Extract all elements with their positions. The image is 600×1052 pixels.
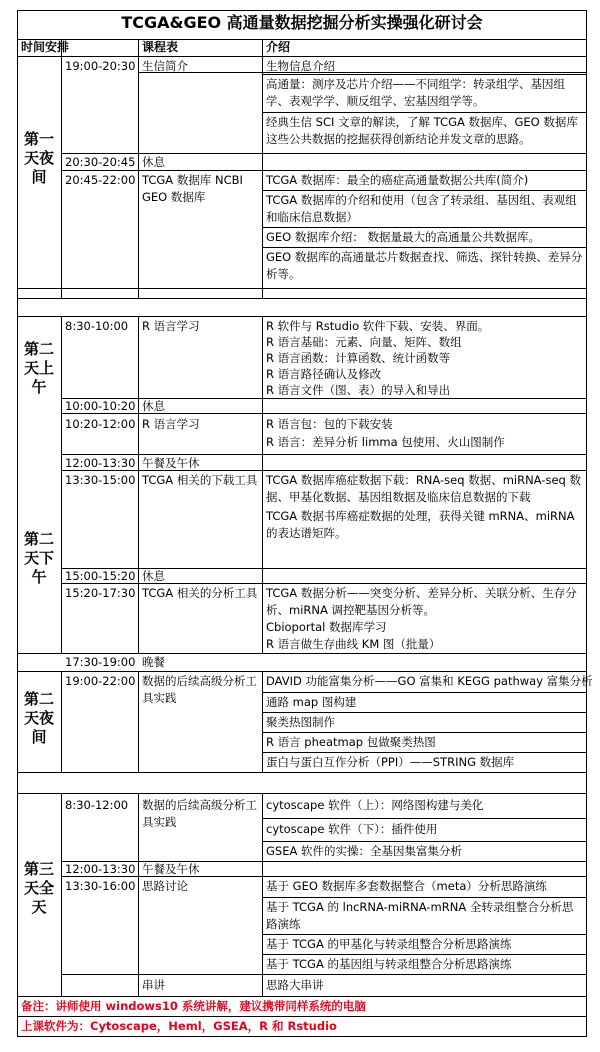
course-cell: TCGA 数据库 NCBI GEO 数据库 (142, 173, 243, 204)
intro-cell: 基于 GEO 数据库多套数据整合（meta）分析思路演练 (266, 879, 547, 893)
row-divider (262, 692, 587, 693)
intro-cell: 通路 map 图构建 (266, 695, 357, 709)
course-cell: 数据的后续高级分析工具实践 (142, 674, 257, 705)
time-cell: 12:00-13:30 (65, 862, 136, 876)
time-cell: 13:30-16:00 (65, 879, 136, 893)
row-divider (17, 316, 587, 317)
time-cell: 8:30-10:00 (65, 319, 129, 333)
row-divider (17, 772, 587, 773)
row-divider (61, 583, 587, 584)
course-cell: 休息 (142, 569, 165, 583)
row-divider (17, 298, 587, 299)
table-border (17, 1036, 587, 1037)
intro-cell: Cbioportal 数据库学习 (266, 620, 387, 634)
col-divider (262, 793, 263, 997)
row-divider (262, 897, 587, 898)
col-divider (138, 316, 139, 653)
time-cell: 13:30-15:00 (65, 473, 136, 487)
row-divider (61, 974, 587, 975)
row-divider (17, 56, 587, 57)
row-divider (138, 72, 587, 73)
row-divider (61, 170, 587, 171)
intro-cell: R 语言 pheatmap 包做聚类热图 (266, 735, 436, 749)
intro-cell: cytoscape 软件（上）：网络图构建与美化 (266, 798, 484, 812)
intro-cell: 聚类热图制作 (266, 715, 335, 729)
day-label: 第一天夜间 (23, 130, 54, 186)
col-divider (138, 39, 139, 298)
note-software: 上课软件为：Cytoscape，Heml，GSEA，R 和 Rstudio (21, 1019, 337, 1033)
header-course: 课程表 (142, 40, 179, 54)
row-divider (262, 227, 587, 228)
intro-cell: TCGA 数据分析——突变分析、差异分析、关联分析、生存分析、miRNA 调控靶基因分析等。 (266, 586, 577, 617)
row-divider (262, 954, 587, 955)
table-border (17, 10, 587, 11)
row-divider (61, 413, 587, 414)
day-label: 第二天夜间 (23, 690, 54, 746)
col-divider (61, 316, 62, 653)
row-divider (61, 876, 587, 877)
day-label: 第二天上午 (23, 340, 54, 396)
intro-cell: GEO 数据库的高通量芯片数据查找、筛选、探针转换、差异分析等。 (266, 250, 583, 281)
row-divider (17, 671, 587, 672)
day-label: 第二天下午 (23, 530, 54, 586)
col-divider (61, 793, 62, 997)
time-cell: 10:20-12:00 (65, 417, 136, 431)
col-divider (61, 671, 62, 772)
time-cell: 17:30-19:00 (65, 655, 136, 669)
col-divider (138, 671, 139, 772)
row-divider (262, 247, 587, 248)
day-label: 第三天全天 (23, 860, 54, 916)
intro-cell: TCGA 数据库的介绍和使用（包含了转录组、基因组、表观组和临床信息数据） (266, 193, 577, 224)
intro-cell: 生物信息介绍 (266, 59, 335, 73)
intro-cell: R 语言：差异分析 limma 包使用、火山图制作 (266, 435, 505, 449)
col-divider (262, 671, 263, 772)
intro-cell: 基于 TCGA 的 lncRNA-miRNA-mRNA 全转录组整合分析思路演练 (266, 900, 574, 931)
col-divider (262, 39, 263, 298)
row-divider (262, 712, 587, 713)
row-divider (17, 793, 587, 794)
intro-cell: GSEA 软件的实操：全基因集富集分析 (266, 844, 462, 858)
course-cell: R 语言学习 (142, 319, 200, 333)
time-cell: 15:20-17:30 (65, 586, 136, 600)
course-cell: 生信简介 (142, 59, 188, 73)
row-divider (17, 39, 587, 40)
course-cell: TCGA 相关的分析工具 (142, 586, 258, 600)
intro-cell: 基于 TCGA 的基因组与转录组整合分析思路演练 (266, 957, 512, 971)
row-divider (17, 1016, 587, 1017)
row-divider (262, 190, 587, 191)
row-divider (262, 818, 587, 819)
course-cell: 晚餐 (142, 655, 165, 669)
row-divider (262, 841, 587, 842)
col-divider (262, 316, 263, 653)
intro-cell: R 软件与 Rstudio 软件下载、安装、界面。 (266, 319, 490, 333)
col-divider (61, 56, 62, 298)
intro-cell: cytoscape 软件（下）：插件使用 (266, 822, 438, 836)
course-cell: 休息 (142, 155, 165, 169)
time-cell: 19:00-20:30 (65, 59, 136, 73)
course-cell: 数据的后续高级分析工具实践 (142, 798, 257, 829)
row-divider (17, 288, 587, 289)
intro-cell: R 语言包：包的下载安装 (266, 417, 393, 431)
row-divider (61, 454, 587, 455)
row-divider (262, 752, 587, 753)
course-cell: R 语言学习 (142, 417, 200, 431)
header-intro: 介绍 (266, 40, 291, 54)
col-divider (138, 793, 139, 997)
time-cell: 8:30-12:00 (65, 798, 129, 812)
row-divider (262, 732, 587, 733)
note-system: 备注：讲师使用 windows10 系统讲解，建议携带同样系统的电脑 (21, 999, 366, 1013)
row-divider (17, 996, 587, 997)
course-cell: TCGA 相关的下载工具 (142, 473, 258, 487)
time-cell: 15:00-15:20 (65, 569, 136, 583)
row-divider (61, 153, 587, 154)
time-cell: 12:00-13:30 (65, 456, 136, 470)
schedule-table (17, 10, 593, 1037)
intro-cell: 高通量：测序及芯片介绍——不同组学：转录组学、基因组学、表观学学、顺反组学、宏基因组学等。 (266, 77, 565, 108)
row-divider (61, 568, 587, 569)
intro-cell: TCGA 数据书库癌症数据的处理，获得关键 mRNA、miRNA 的表达谱矩阵。 (266, 509, 575, 540)
course-cell: 串讲 (142, 978, 165, 992)
table-border (586, 10, 587, 1037)
intro-cell: R 语言做生存曲线 KM 图（批量） (266, 637, 441, 651)
time-cell: 19:00-22:00 (65, 674, 136, 688)
row-divider (61, 861, 587, 862)
course-cell: 思路讨论 (142, 879, 188, 893)
row-divider (61, 470, 587, 471)
header-time: 时间安排 (21, 40, 70, 54)
page-title: TCGA&GEO 高通量数据挖掘分析实操强化研讨会 (121, 13, 483, 32)
intro-cell: TCGA 数据库：最全的癌症高通量数据公共库(简介) (266, 173, 529, 187)
row-divider (262, 934, 587, 935)
intro-cell: 经典生信 SCI 文章的解读，了解 TCGA 数据库、GEO 数据库这些公共数据的挖掘获得创新结论并发文章的思路。 (266, 115, 578, 146)
intro-cell: 蛋白与蛋白互作分析（PPI）——STRING 数据库 (266, 755, 515, 769)
time-cell: 20:30-20:45 (65, 155, 136, 169)
time-cell: 10:00-10:20 (65, 399, 136, 413)
intro-cell: R 语言路径确认及修改 (266, 367, 382, 381)
course-cell: 午餐及午休 (142, 456, 200, 470)
intro-cell: TCGA 数据库癌症数据下载：RNA-seq 数据、miRNA-seq 数据、甲基化数据、基因组数据及临床信息数据的下载 (266, 473, 581, 504)
intro-cell: R 语言文件（图、表）的导入和导出 (266, 383, 451, 397)
intro-cell: GEO 数据库介绍： 数据量最大的高通量公共数据库。 (266, 230, 541, 244)
course-cell: 休息 (142, 399, 165, 413)
intro-cell: 基于 TCGA 的甲基化与转录组整合分析思路演练 (266, 937, 512, 951)
course-cell: 午餐及午休 (142, 862, 200, 876)
intro-cell: 思路大串讲 (266, 978, 324, 992)
intro-cell: DAVID 功能富集分析——GO 富集和 KEGG pathway 富集分析 (266, 674, 593, 688)
intro-cell: R 语言基础：元素、向量、矩阵、数组 (266, 335, 462, 349)
intro-cell: R 语言函数：计算函数、统计函数等 (266, 351, 451, 365)
row-divider (262, 112, 587, 113)
time-cell: 20:45-22:00 (65, 173, 136, 187)
